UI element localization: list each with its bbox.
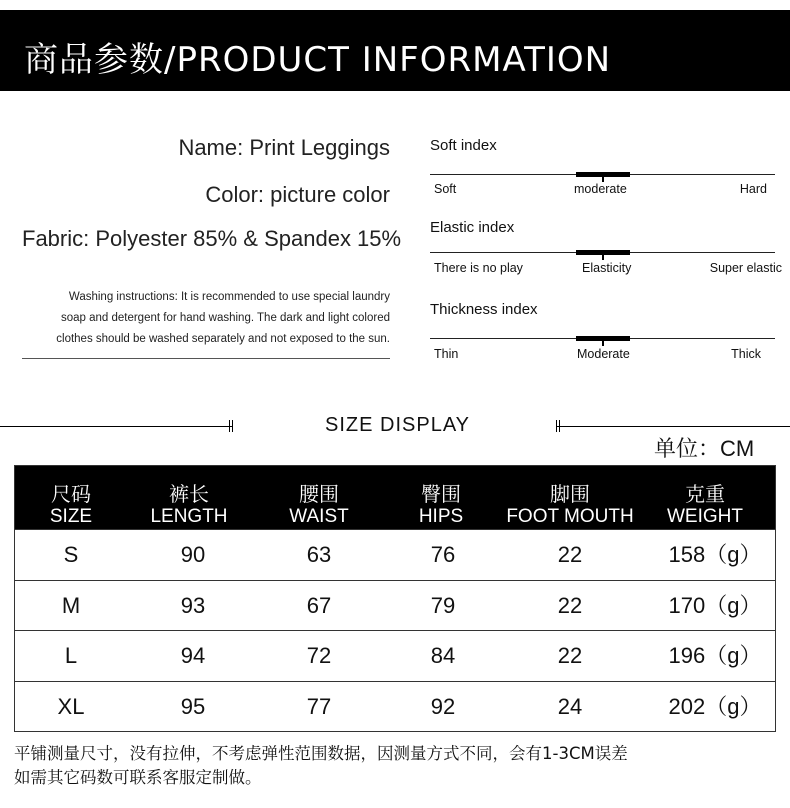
table-row: [15, 580, 775, 631]
header-zh: 腰围: [299, 482, 339, 506]
product-color: Color: picture color: [205, 182, 390, 207]
cell-hips: 84: [430, 643, 456, 668]
cell-weight: 170（g）: [668, 592, 762, 618]
header-zh: 脚围: [550, 482, 590, 506]
header-en: SIZE: [49, 506, 93, 527]
header-size: [15, 466, 127, 529]
header-foot-mouth: [495, 466, 645, 529]
cell-hips: 79: [430, 592, 456, 618]
soft-index-title: Soft index: [430, 137, 497, 154]
cell-foot-mouth: 24: [557, 693, 583, 719]
measurement-note: 平铺测量尺寸，没有拉伸，不考虑弹性范围数据，因测量方式不同，会有1-3CM误差: [14, 744, 628, 763]
header-en: HIPS: [418, 506, 464, 527]
thickness-index-high-label: Thick: [731, 347, 761, 361]
cell-waist: 63: [306, 542, 332, 567]
thickness-index-tick: [602, 340, 604, 346]
table-row: [15, 529, 775, 580]
header-weight: [645, 466, 765, 529]
header-hips: [387, 466, 495, 529]
unit-label: 单位：CM: [654, 436, 755, 461]
header-en: LENGTH: [150, 506, 228, 527]
cell-hips: 92: [430, 693, 456, 719]
thickness-index-low-label: Thin: [434, 347, 459, 361]
custom-size-note: 如需其它码数可联系客服定制做。: [14, 768, 262, 787]
elastic-index-mid-label: Elasticity: [582, 261, 632, 275]
header-zh: 克重: [685, 482, 725, 506]
header-zh: 裤长: [169, 482, 209, 506]
size-display-cap: [229, 420, 230, 432]
washing-instructions: [56, 287, 390, 350]
cell-weight: 202（g）: [668, 693, 762, 719]
cell-weight: 158（g）: [668, 542, 762, 567]
size-display-rule-left: [0, 426, 232, 427]
title-banner: [0, 10, 790, 91]
size-display-title: SIZE DISPLAY: [325, 414, 471, 436]
table-row: [15, 630, 775, 681]
cell-size: XL: [57, 693, 85, 719]
header-en: WEIGHT: [667, 506, 743, 527]
header-en: FOOT MOUTH: [506, 506, 634, 527]
cell-foot-mouth: 22: [557, 592, 583, 618]
cell-foot-mouth: 22: [557, 643, 583, 668]
cell-size: L: [64, 643, 78, 668]
divider: [22, 358, 390, 359]
product-fabric: Fabric: Polyester 85% & Spandex 15%: [22, 226, 402, 251]
soft-index-low-label: Soft: [434, 182, 457, 196]
cell-waist: 67: [306, 592, 332, 618]
cell-weight: 196（g）: [668, 643, 762, 668]
cell-length: 95: [180, 693, 206, 719]
cell-hips: 76: [430, 542, 456, 567]
table-row: [15, 681, 775, 732]
cell-waist: 77: [306, 693, 332, 719]
elastic-index-low-label: There is no play: [434, 261, 523, 275]
cell-waist: 72: [306, 643, 332, 668]
cell-size: S: [63, 542, 79, 567]
cell-length: 94: [180, 643, 206, 668]
thickness-index-title: Thickness index: [430, 301, 538, 318]
size-table: [14, 465, 776, 732]
washing-line: clothes should be washed separately and not exposed to the sun.: [56, 333, 390, 345]
elastic-index-title: Elastic index: [430, 219, 515, 236]
cell-length: 90: [180, 542, 206, 567]
soft-index-high-label: Hard: [739, 182, 767, 196]
product-name: Name: Print Leggings: [178, 135, 390, 160]
cell-size: M: [61, 592, 81, 618]
header-length: [127, 466, 251, 529]
size-display-cap: [232, 420, 233, 432]
washing-line: Washing instructions: It is recommended to use special laundry: [68, 291, 390, 303]
size-display-rule-right: [556, 426, 790, 427]
washing-line: soap and detergent for hand washing. The dark and light colored: [60, 312, 390, 324]
soft-index-mid-label: moderate: [574, 182, 627, 196]
header-zh: 臀围: [421, 482, 461, 506]
header-waist: [251, 466, 387, 529]
size-table-header: [15, 466, 775, 529]
cell-length: 93: [180, 592, 206, 618]
banner-title: 商品参数/PRODUCT INFORMATION: [24, 40, 612, 80]
header-zh: 尺码: [51, 482, 91, 506]
cell-foot-mouth: 22: [557, 542, 583, 567]
thickness-index-mid-label: Moderate: [577, 347, 630, 361]
header-en: WAIST: [289, 506, 349, 527]
elastic-index-high-label: Super elastic: [709, 261, 782, 275]
elastic-index-tick: [602, 254, 604, 260]
